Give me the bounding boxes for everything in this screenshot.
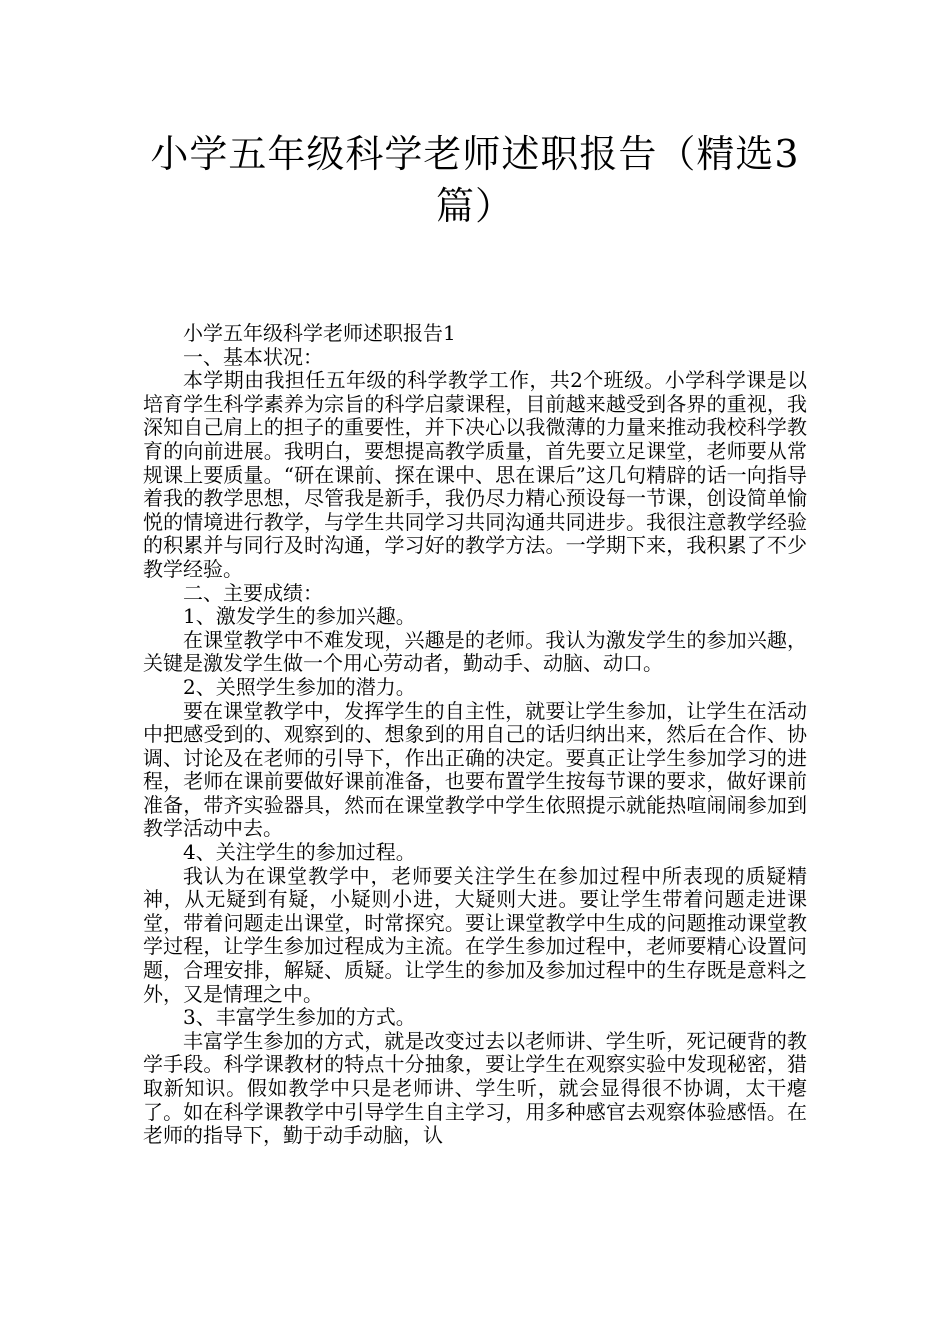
document-body bbox=[143, 322, 807, 1148]
section-heading-achievements: 二、主要成绩： bbox=[183, 580, 323, 605]
report-heading: 小学五年级科学老师述职报告1 bbox=[183, 321, 456, 345]
subheading-process: 4、关注学生的参加过程。 bbox=[183, 840, 416, 865]
paragraph-process: 我认为在课堂教学中，老师要关注学生在参加过程中所表现的质疑精神，从无疑到有疑，小疑则小进，大疑则大进。要让学生带着问题走进课堂，带着问题走出课堂，时常探究。要让课堂教学中生成的问题推动课堂教学过程，让学生参加过程成为主流。在学生参加过程中，老师要精心设置问题，合理安排，解疑、质疑。让学生的参加及参加过程中的生存既是意料之外，又是情理之中。 bbox=[143, 863, 807, 1006]
paragraph-interest: 在课堂教学中不难发现，兴趣是的老师。我认为激发学生的参加兴趣，关键是激发学生做一个用心劳动者，勤动手、动脑、动口。 bbox=[143, 627, 807, 676]
paragraph-potential: 要在课堂教学中，发挥学生的自主性，就要让学生参加，让学生在活动中把感受到的、观察到的、想象到的用自己的话归纳出来，然后在合作、协调、讨论及在老师的引导下，作出正确的决定。要真正让学生参加学习的进程，老师在课前要做好课前准备，也要布置学生按每节课的要求，做好课前准备，带齐实验器具，然而在课堂教学中学生依照提示就能热喧闹闹参加到教学活动中去。 bbox=[143, 698, 807, 841]
document-title: 小学五年级科学老师述职报告（精选3篇） bbox=[150, 132, 800, 228]
paragraph-methods: 丰富学生参加的方式，就是改变过去以老师讲、学生听，死记硬背的教学手段。科学课教材的特点十分抽象，要让学生在观察实验中发现秘密，猎取新知识。假如教学中只是老师讲、学生听，就会显得很不协调，太干瘪了。如在科学课教学中引导学生自主学习，用多种感官去观察体验感悟。在老师的指导下，勤于动手动脑，认 bbox=[143, 1028, 807, 1148]
subheading-interest: 1、激发学生的参加兴趣。 bbox=[183, 604, 416, 629]
section-heading-basic: 一、基本状况： bbox=[183, 344, 323, 369]
subheading-methods: 3、丰富学生参加的方式。 bbox=[183, 1005, 416, 1030]
paragraph-basic-situation: 本学期由我担任五年级的科学教学工作，共2个班级。小学科学课是以培育学生科学素养为宗旨的科学启蒙课程，目前越来越受到各界的重视，我深知自己肩上的担子的重要性，并下决心以我微薄的力量来推动我校科学教育的向前进展。我明白，要想提高教学质量，首先要立足课堂，老师要从常规课上要质量。“研在课前、探在课中、思在课后”这几句精辟的话一向指导着我的教学思想，尽管我是新手，我仍尽力精心预设每一节课，创设简单愉悦的情境进行教学，与学生共同学习共同沟通共同进步。我很注意教学经验的积累并与同行及时沟通，学习好的教学方法。一学期下来，我积累了不少教学经验。 bbox=[143, 368, 807, 581]
subheading-potential: 2、关照学生参加的潜力。 bbox=[183, 674, 416, 699]
